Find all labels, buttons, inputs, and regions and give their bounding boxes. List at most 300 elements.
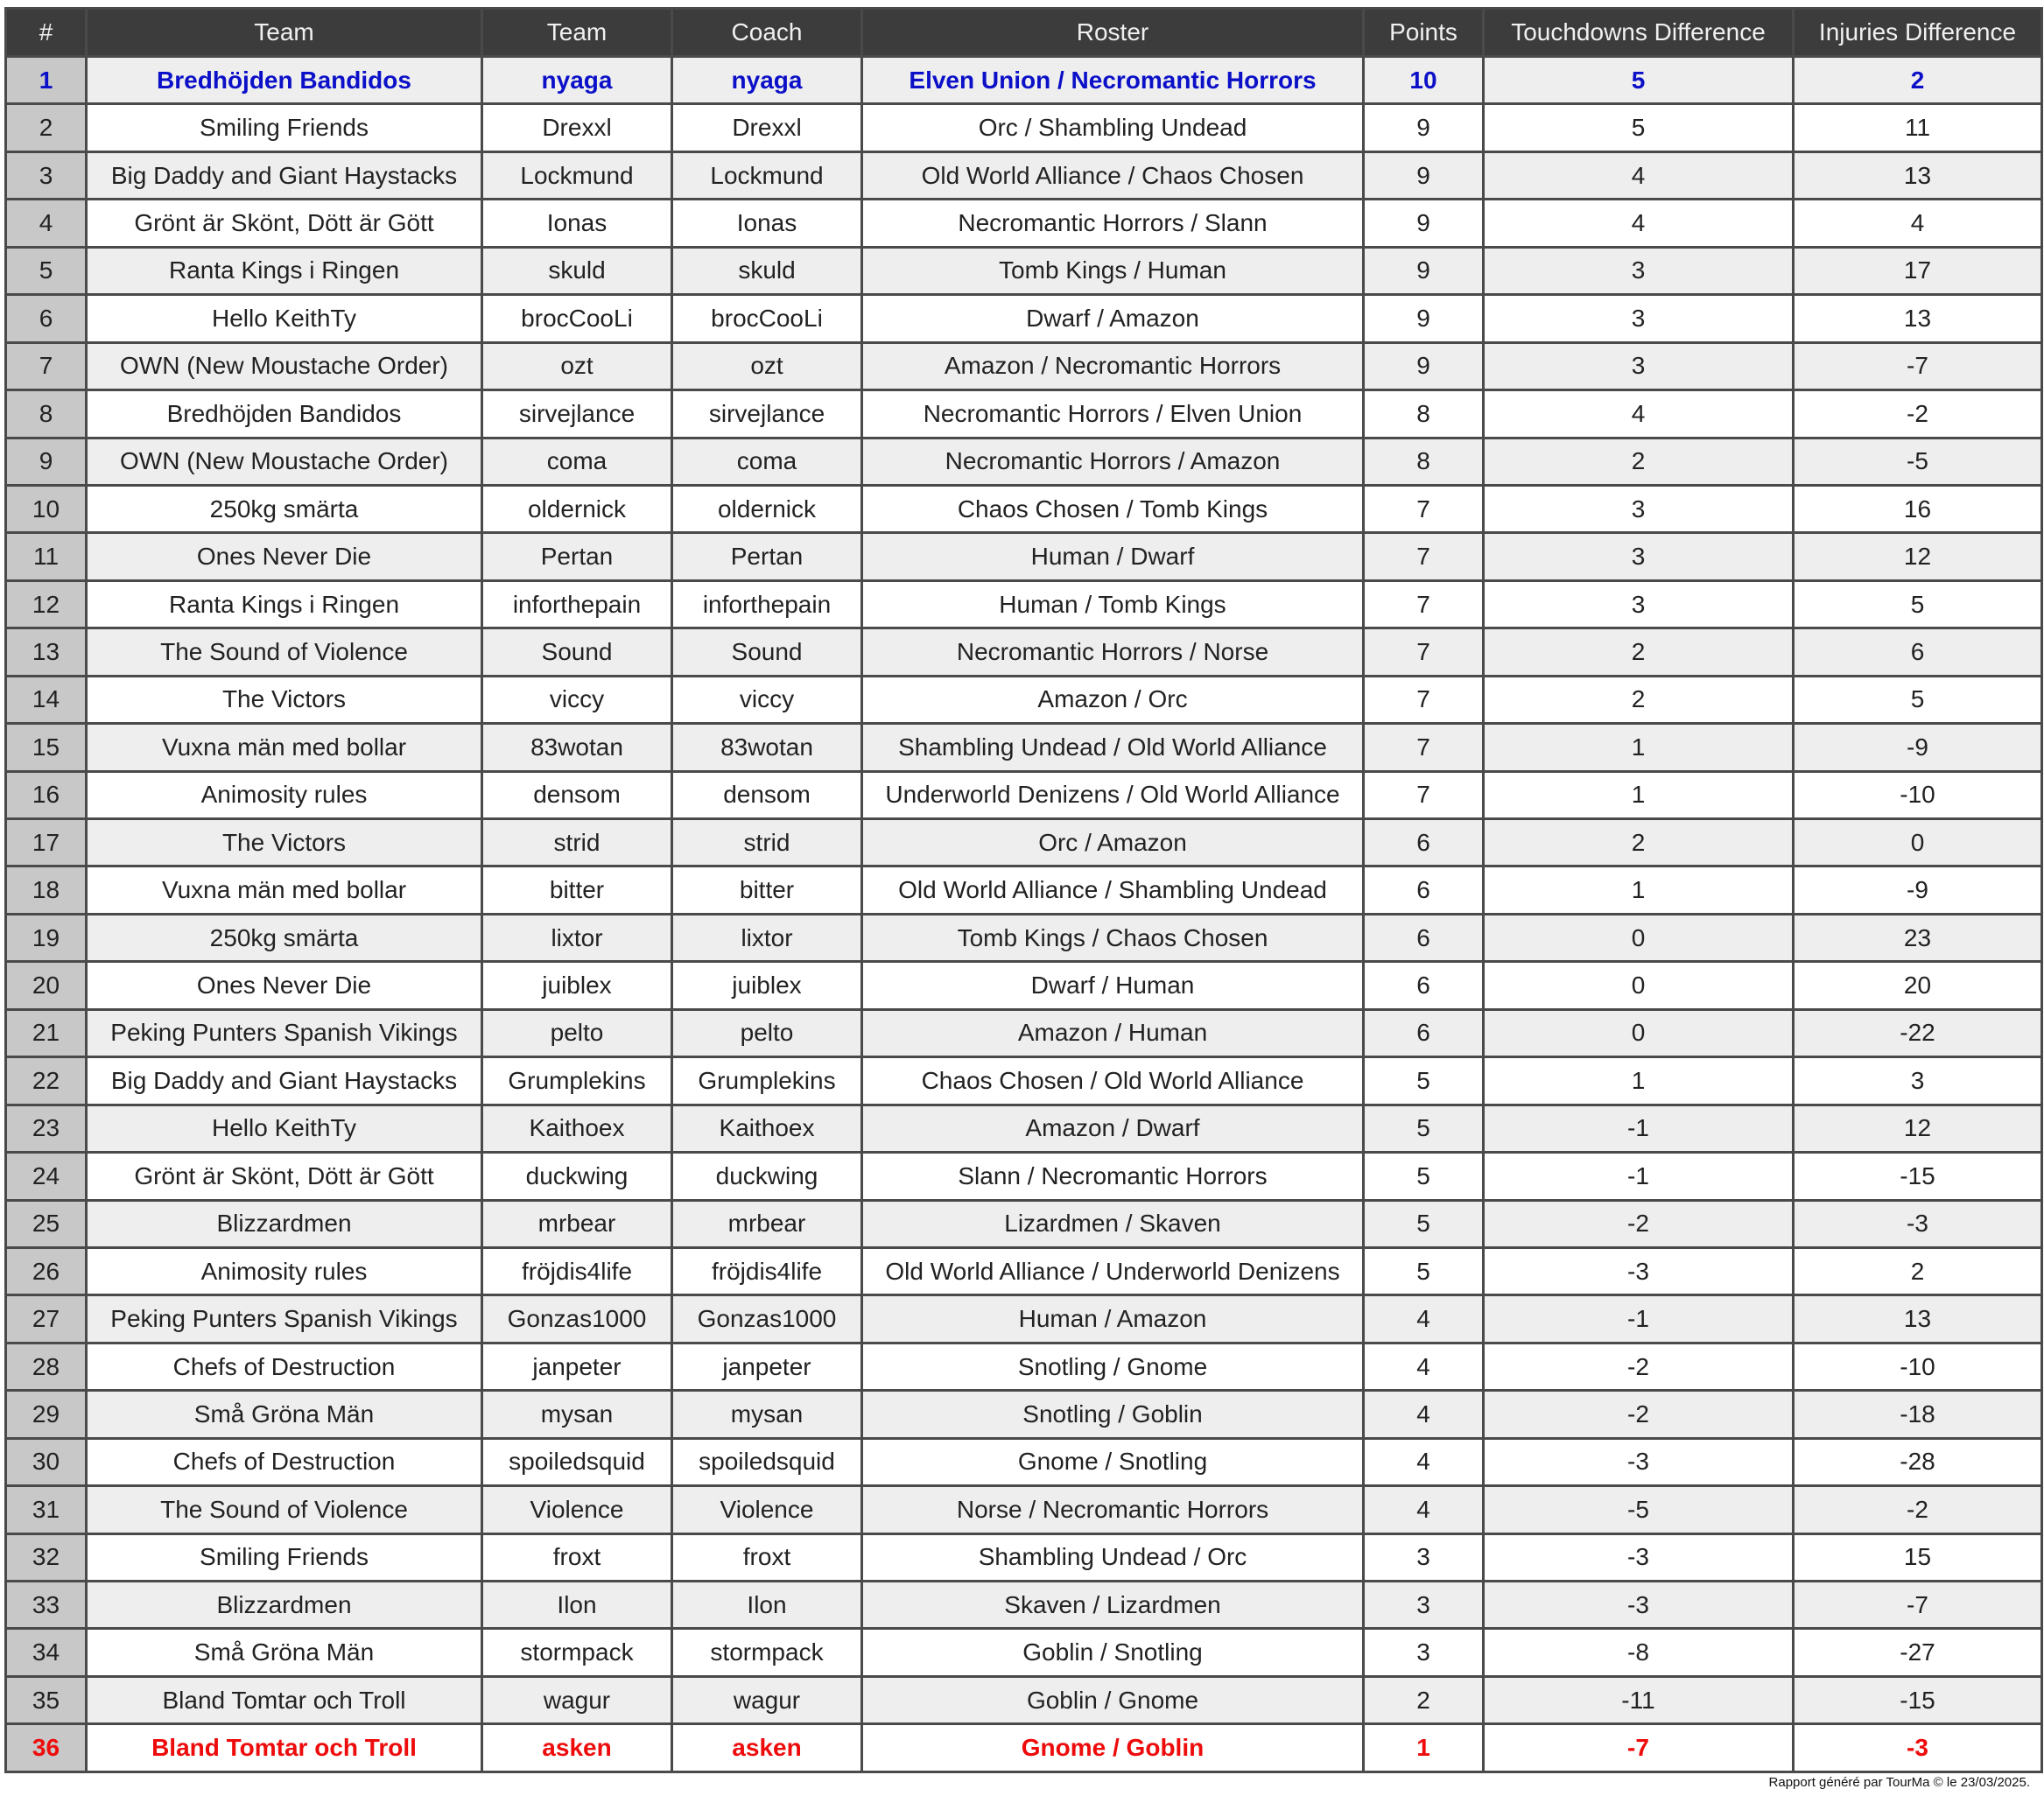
cell-touchdowns-difference: 1	[1484, 866, 1794, 914]
cell-team-2: duckwing	[482, 1153, 672, 1200]
table-row	[6, 1009, 2042, 1056]
cell-team: Big Daddy and Giant Haystacks	[87, 1057, 482, 1105]
header-coach: Coach	[672, 9, 862, 57]
cell-points: 9	[1364, 247, 1484, 294]
cell-rank: 9	[6, 438, 87, 485]
table-row	[6, 1247, 2042, 1294]
cell-points: 7	[1364, 724, 1484, 771]
cell-coach: 83wotan	[672, 724, 862, 771]
cell-roster: Gnome / Goblin	[862, 1724, 1364, 1772]
cell-team-2: Lockmund	[482, 151, 672, 199]
table-row	[6, 485, 2042, 532]
cell-roster: Elven Union / Necromantic Horrors	[862, 57, 1364, 104]
table-body	[6, 57, 2042, 1772]
cell-team: Hello KeithTy	[87, 295, 482, 342]
cell-rank: 1	[6, 57, 87, 104]
table-row	[6, 724, 2042, 771]
cell-points: 4	[1364, 1438, 1484, 1485]
cell-injuries-difference: 6	[1794, 628, 2042, 676]
cell-team: Bredhöjden Bandidos	[87, 390, 482, 438]
cell-team-2: brocCooLi	[482, 295, 672, 342]
cell-coach: Ionas	[672, 200, 862, 247]
cell-points: 4	[1364, 1486, 1484, 1533]
table-row	[6, 200, 2042, 247]
cell-rank: 12	[6, 580, 87, 628]
cell-points: 5	[1364, 1247, 1484, 1294]
table-row	[6, 1486, 2042, 1533]
cell-injuries-difference: 5	[1794, 580, 2042, 628]
cell-points: 9	[1364, 151, 1484, 199]
cell-rank: 24	[6, 1153, 87, 1200]
cell-touchdowns-difference: -1	[1484, 1105, 1794, 1152]
cell-team-2: pelto	[482, 1009, 672, 1056]
cell-touchdowns-difference: 3	[1484, 485, 1794, 532]
header-team: Team	[87, 9, 482, 57]
cell-team: Smiling Friends	[87, 104, 482, 151]
cell-touchdowns-difference: -7	[1484, 1724, 1794, 1772]
cell-rank: 29	[6, 1391, 87, 1438]
cell-coach: asken	[672, 1724, 862, 1772]
cell-rank: 14	[6, 676, 87, 723]
table-row	[6, 962, 2042, 1009]
cell-touchdowns-difference: 3	[1484, 533, 1794, 580]
header-rank: #	[6, 9, 87, 57]
cell-roster: Necromantic Horrors / Elven Union	[862, 390, 1364, 438]
cell-touchdowns-difference: -3	[1484, 1247, 1794, 1294]
cell-team-2: Gonzas1000	[482, 1295, 672, 1343]
cell-roster: Goblin / Gnome	[862, 1676, 1364, 1723]
cell-points: 9	[1364, 342, 1484, 389]
cell-team: Big Daddy and Giant Haystacks	[87, 151, 482, 199]
cell-rank: 5	[6, 247, 87, 294]
cell-touchdowns-difference: -1	[1484, 1153, 1794, 1200]
cell-team: OWN (New Moustache Order)	[87, 342, 482, 389]
cell-team: Animosity rules	[87, 1247, 482, 1294]
cell-touchdowns-difference: 0	[1484, 914, 1794, 961]
cell-team: 250kg smärta	[87, 485, 482, 532]
cell-rank: 22	[6, 1057, 87, 1105]
cell-team-2: sirvejlance	[482, 390, 672, 438]
cell-coach: nyaga	[672, 57, 862, 104]
cell-touchdowns-difference: -8	[1484, 1629, 1794, 1676]
cell-team: Ranta Kings i Ringen	[87, 580, 482, 628]
cell-coach: bitter	[672, 866, 862, 914]
table-row	[6, 1343, 2042, 1390]
cell-touchdowns-difference: 2	[1484, 628, 1794, 676]
cell-team: Peking Punters Spanish Vikings	[87, 1295, 482, 1343]
table-row	[6, 1200, 2042, 1247]
cell-points: 3	[1364, 1629, 1484, 1676]
cell-team: Ones Never Die	[87, 962, 482, 1009]
table-row	[6, 1676, 2042, 1723]
cell-team-2: juiblex	[482, 962, 672, 1009]
cell-roster: Shambling Undead / Old World Alliance	[862, 724, 1364, 771]
cell-injuries-difference: -2	[1794, 390, 2042, 438]
cell-points: 7	[1364, 485, 1484, 532]
cell-roster: Norse / Necromantic Horrors	[862, 1486, 1364, 1533]
cell-team-2: strid	[482, 819, 672, 866]
table-row	[6, 628, 2042, 676]
cell-injuries-difference: -7	[1794, 1582, 2042, 1629]
cell-roster: Goblin / Snotling	[862, 1629, 1364, 1676]
cell-points: 3	[1364, 1533, 1484, 1581]
header-row	[6, 9, 2042, 57]
cell-injuries-difference: 5	[1794, 676, 2042, 723]
cell-team-2: froxt	[482, 1533, 672, 1581]
cell-coach: spoiledsquid	[672, 1438, 862, 1485]
cell-roster: Amazon / Dwarf	[862, 1105, 1364, 1152]
cell-team-2: Ilon	[482, 1582, 672, 1629]
cell-coach: coma	[672, 438, 862, 485]
cell-team: The Sound of Violence	[87, 1486, 482, 1533]
cell-touchdowns-difference: -2	[1484, 1200, 1794, 1247]
cell-injuries-difference: -3	[1794, 1724, 2042, 1772]
cell-roster: Old World Alliance / Chaos Chosen	[862, 151, 1364, 199]
cell-touchdowns-difference: 5	[1484, 57, 1794, 104]
cell-coach: wagur	[672, 1676, 862, 1723]
cell-touchdowns-difference: 3	[1484, 295, 1794, 342]
cell-points: 7	[1364, 533, 1484, 580]
cell-rank: 23	[6, 1105, 87, 1152]
cell-roster: Amazon / Human	[862, 1009, 1364, 1056]
cell-rank: 8	[6, 390, 87, 438]
cell-points: 6	[1364, 962, 1484, 1009]
cell-team-2: mysan	[482, 1391, 672, 1438]
table-row	[6, 104, 2042, 151]
cell-rank: 35	[6, 1676, 87, 1723]
cell-team: Chefs of Destruction	[87, 1438, 482, 1485]
cell-roster: Slann / Necromantic Horrors	[862, 1153, 1364, 1200]
cell-points: 5	[1364, 1057, 1484, 1105]
cell-team: 250kg smärta	[87, 914, 482, 961]
cell-touchdowns-difference: -3	[1484, 1438, 1794, 1485]
cell-injuries-difference: 12	[1794, 533, 2042, 580]
table-row	[6, 1105, 2042, 1152]
cell-injuries-difference: 16	[1794, 485, 2042, 532]
cell-coach: fröjdis4life	[672, 1247, 862, 1294]
cell-coach: janpeter	[672, 1343, 862, 1390]
cell-roster: Lizardmen / Skaven	[862, 1200, 1364, 1247]
cell-rank: 2	[6, 104, 87, 151]
cell-team-2: asken	[482, 1724, 672, 1772]
cell-rank: 27	[6, 1295, 87, 1343]
cell-injuries-difference: 17	[1794, 247, 2042, 294]
cell-injuries-difference: -22	[1794, 1009, 2042, 1056]
cell-injuries-difference: 12	[1794, 1105, 2042, 1152]
header-points: Points	[1364, 9, 1484, 57]
cell-injuries-difference: -10	[1794, 771, 2042, 818]
table-row	[6, 819, 2042, 866]
cell-coach: mysan	[672, 1391, 862, 1438]
table-row	[6, 914, 2042, 961]
cell-injuries-difference: -9	[1794, 724, 2042, 771]
cell-points: 2	[1364, 1676, 1484, 1723]
cell-roster: Dwarf / Human	[862, 962, 1364, 1009]
table-row	[6, 1582, 2042, 1629]
cell-rank: 13	[6, 628, 87, 676]
cell-team-2: fröjdis4life	[482, 1247, 672, 1294]
cell-rank: 25	[6, 1200, 87, 1247]
cell-coach: Lockmund	[672, 151, 862, 199]
table-row	[6, 1057, 2042, 1105]
cell-team-2: densom	[482, 771, 672, 818]
cell-points: 4	[1364, 1391, 1484, 1438]
cell-roster: Human / Amazon	[862, 1295, 1364, 1343]
cell-team: OWN (New Moustache Order)	[87, 438, 482, 485]
cell-team-2: inforthepain	[482, 580, 672, 628]
cell-team: Hello KeithTy	[87, 1105, 482, 1152]
cell-points: 5	[1364, 1105, 1484, 1152]
table-row	[6, 580, 2042, 628]
table-row	[6, 1629, 2042, 1676]
cell-injuries-difference: -2	[1794, 1486, 2042, 1533]
table-row	[6, 771, 2042, 818]
cell-touchdowns-difference: 3	[1484, 342, 1794, 389]
cell-touchdowns-difference: -3	[1484, 1533, 1794, 1581]
cell-injuries-difference: 2	[1794, 57, 2042, 104]
cell-team: Bland Tomtar och Troll	[87, 1724, 482, 1772]
cell-injuries-difference: -18	[1794, 1391, 2042, 1438]
cell-injuries-difference: -27	[1794, 1629, 2042, 1676]
cell-points: 9	[1364, 200, 1484, 247]
cell-points: 4	[1364, 1343, 1484, 1390]
cell-team: The Sound of Violence	[87, 628, 482, 676]
cell-touchdowns-difference: 1	[1484, 724, 1794, 771]
cell-team-2: Sound	[482, 628, 672, 676]
cell-roster: Snotling / Goblin	[862, 1391, 1364, 1438]
cell-team-2: Violence	[482, 1486, 672, 1533]
cell-injuries-difference: 13	[1794, 1295, 2042, 1343]
header-roster: Roster	[862, 9, 1364, 57]
cell-rank: 21	[6, 1009, 87, 1056]
cell-injuries-difference: 0	[1794, 819, 2042, 866]
cell-roster: Amazon / Necromantic Horrors	[862, 342, 1364, 389]
cell-touchdowns-difference: -1	[1484, 1295, 1794, 1343]
cell-points: 9	[1364, 104, 1484, 151]
cell-rank: 3	[6, 151, 87, 199]
cell-rank: 4	[6, 200, 87, 247]
cell-roster: Tomb Kings / Chaos Chosen	[862, 914, 1364, 961]
cell-team-2: wagur	[482, 1676, 672, 1723]
cell-coach: Violence	[672, 1486, 862, 1533]
cell-coach: inforthepain	[672, 580, 862, 628]
cell-points: 3	[1364, 1582, 1484, 1629]
cell-coach: Pertan	[672, 533, 862, 580]
table-row	[6, 1295, 2042, 1343]
cell-injuries-difference: -15	[1794, 1676, 2042, 1723]
cell-rank: 32	[6, 1533, 87, 1581]
cell-touchdowns-difference: -5	[1484, 1486, 1794, 1533]
cell-coach: ozt	[672, 342, 862, 389]
cell-coach: Grumplekins	[672, 1057, 862, 1105]
cell-roster: Necromantic Horrors / Slann	[862, 200, 1364, 247]
cell-coach: Gonzas1000	[672, 1295, 862, 1343]
cell-points: 5	[1364, 1153, 1484, 1200]
table-row	[6, 151, 2042, 199]
cell-points: 5	[1364, 1200, 1484, 1247]
cell-points: 4	[1364, 1295, 1484, 1343]
cell-team-2: Drexxl	[482, 104, 672, 151]
cell-rank: 20	[6, 962, 87, 1009]
cell-coach: brocCooLi	[672, 295, 862, 342]
cell-touchdowns-difference: 3	[1484, 247, 1794, 294]
cell-injuries-difference: 23	[1794, 914, 2042, 961]
cell-coach: skuld	[672, 247, 862, 294]
cell-injuries-difference: 13	[1794, 295, 2042, 342]
cell-rank: 31	[6, 1486, 87, 1533]
cell-touchdowns-difference: 2	[1484, 676, 1794, 723]
table-row	[6, 533, 2042, 580]
cell-injuries-difference: 20	[1794, 962, 2042, 1009]
cell-injuries-difference: -5	[1794, 438, 2042, 485]
table-row	[6, 1533, 2042, 1581]
header-touchdowns-difference: Touchdowns Difference	[1484, 9, 1794, 57]
cell-rank: 19	[6, 914, 87, 961]
table-header	[6, 9, 2042, 57]
cell-rank: 6	[6, 295, 87, 342]
cell-rank: 16	[6, 771, 87, 818]
cell-touchdowns-difference: 3	[1484, 580, 1794, 628]
cell-team-2: lixtor	[482, 914, 672, 961]
cell-points: 7	[1364, 676, 1484, 723]
cell-team-2: mrbear	[482, 1200, 672, 1247]
cell-roster: Gnome / Snotling	[862, 1438, 1364, 1485]
cell-team-2: coma	[482, 438, 672, 485]
cell-coach: lixtor	[672, 914, 862, 961]
cell-rank: 18	[6, 866, 87, 914]
cell-rank: 28	[6, 1343, 87, 1390]
cell-coach: froxt	[672, 1533, 862, 1581]
cell-roster: Tomb Kings / Human	[862, 247, 1364, 294]
cell-team: Grönt är Skönt, Dött är Gött	[87, 200, 482, 247]
cell-coach: Drexxl	[672, 104, 862, 151]
cell-rank: 30	[6, 1438, 87, 1485]
cell-team-2: 83wotan	[482, 724, 672, 771]
cell-injuries-difference: 15	[1794, 1533, 2042, 1581]
cell-points: 8	[1364, 390, 1484, 438]
cell-team: Små Gröna Män	[87, 1629, 482, 1676]
table-row	[6, 676, 2042, 723]
cell-injuries-difference: 4	[1794, 200, 2042, 247]
cell-team-2: stormpack	[482, 1629, 672, 1676]
cell-roster: Old World Alliance / Shambling Undead	[862, 866, 1364, 914]
table-row	[6, 1153, 2042, 1200]
cell-touchdowns-difference: -2	[1484, 1391, 1794, 1438]
table-row	[6, 438, 2042, 485]
cell-roster: Human / Dwarf	[862, 533, 1364, 580]
cell-points: 10	[1364, 57, 1484, 104]
cell-coach: stormpack	[672, 1629, 862, 1676]
table-row	[6, 247, 2042, 294]
cell-coach: viccy	[672, 676, 862, 723]
table-row	[6, 295, 2042, 342]
cell-roster: Snotling / Gnome	[862, 1343, 1364, 1390]
cell-rank: 33	[6, 1582, 87, 1629]
cell-points: 6	[1364, 1009, 1484, 1056]
cell-team: Chefs of Destruction	[87, 1343, 482, 1390]
cell-team: The Victors	[87, 819, 482, 866]
cell-roster: Necromantic Horrors / Norse	[862, 628, 1364, 676]
report-footer: Rapport généré par TourMa © le 23/03/2025.	[1768, 1775, 2030, 1790]
table-row	[6, 1438, 2042, 1485]
table-row	[6, 1391, 2042, 1438]
cell-coach: sirvejlance	[672, 390, 862, 438]
cell-rank: 10	[6, 485, 87, 532]
table-row	[6, 866, 2042, 914]
cell-team: Bredhöjden Bandidos	[87, 57, 482, 104]
cell-points: 7	[1364, 771, 1484, 818]
cell-team-2: skuld	[482, 247, 672, 294]
cell-roster: Human / Tomb Kings	[862, 580, 1364, 628]
cell-touchdowns-difference: 4	[1484, 151, 1794, 199]
cell-touchdowns-difference: 2	[1484, 438, 1794, 485]
cell-team-2: Kaithoex	[482, 1105, 672, 1152]
cell-points: 6	[1364, 819, 1484, 866]
cell-coach: Kaithoex	[672, 1105, 862, 1152]
cell-team-2: nyaga	[482, 57, 672, 104]
cell-touchdowns-difference: 4	[1484, 390, 1794, 438]
table-row	[6, 1724, 2042, 1772]
cell-touchdowns-difference: 2	[1484, 819, 1794, 866]
cell-injuries-difference: -15	[1794, 1153, 2042, 1200]
cell-touchdowns-difference: 1	[1484, 771, 1794, 818]
cell-rank: 15	[6, 724, 87, 771]
cell-points: 7	[1364, 580, 1484, 628]
cell-team: Ones Never Die	[87, 533, 482, 580]
cell-injuries-difference: -3	[1794, 1200, 2042, 1247]
cell-coach: pelto	[672, 1009, 862, 1056]
cell-touchdowns-difference: -2	[1484, 1343, 1794, 1390]
cell-coach: mrbear	[672, 1200, 862, 1247]
cell-injuries-difference: -10	[1794, 1343, 2042, 1390]
cell-injuries-difference: 13	[1794, 151, 2042, 199]
cell-injuries-difference: 3	[1794, 1057, 2042, 1105]
cell-team-2: Ionas	[482, 200, 672, 247]
cell-points: 6	[1364, 866, 1484, 914]
cell-rank: 17	[6, 819, 87, 866]
cell-points: 6	[1364, 914, 1484, 961]
cell-rank: 7	[6, 342, 87, 389]
cell-team-2: oldernick	[482, 485, 672, 532]
cell-team: Små Gröna Män	[87, 1391, 482, 1438]
cell-team: Peking Punters Spanish Vikings	[87, 1009, 482, 1056]
cell-roster: Chaos Chosen / Tomb Kings	[862, 485, 1364, 532]
cell-team: Blizzardmen	[87, 1582, 482, 1629]
standings-table	[4, 7, 2043, 1773]
cell-team-2: Grumplekins	[482, 1057, 672, 1105]
cell-injuries-difference: -7	[1794, 342, 2042, 389]
cell-team-2: spoiledsquid	[482, 1438, 672, 1485]
cell-team-2: bitter	[482, 866, 672, 914]
cell-touchdowns-difference: 5	[1484, 104, 1794, 151]
cell-points: 8	[1364, 438, 1484, 485]
cell-coach: oldernick	[672, 485, 862, 532]
cell-rank: 34	[6, 1629, 87, 1676]
cell-injuries-difference: 2	[1794, 1247, 2042, 1294]
cell-coach: Ilon	[672, 1582, 862, 1629]
cell-points: 1	[1364, 1724, 1484, 1772]
cell-team: Blizzardmen	[87, 1200, 482, 1247]
cell-team: Smiling Friends	[87, 1533, 482, 1581]
cell-points: 9	[1364, 295, 1484, 342]
cell-team: Animosity rules	[87, 771, 482, 818]
cell-rank: 36	[6, 1724, 87, 1772]
cell-injuries-difference: -9	[1794, 866, 2042, 914]
table-row	[6, 390, 2042, 438]
cell-roster: Dwarf / Amazon	[862, 295, 1364, 342]
cell-roster: Orc / Amazon	[862, 819, 1364, 866]
table-row	[6, 57, 2042, 104]
